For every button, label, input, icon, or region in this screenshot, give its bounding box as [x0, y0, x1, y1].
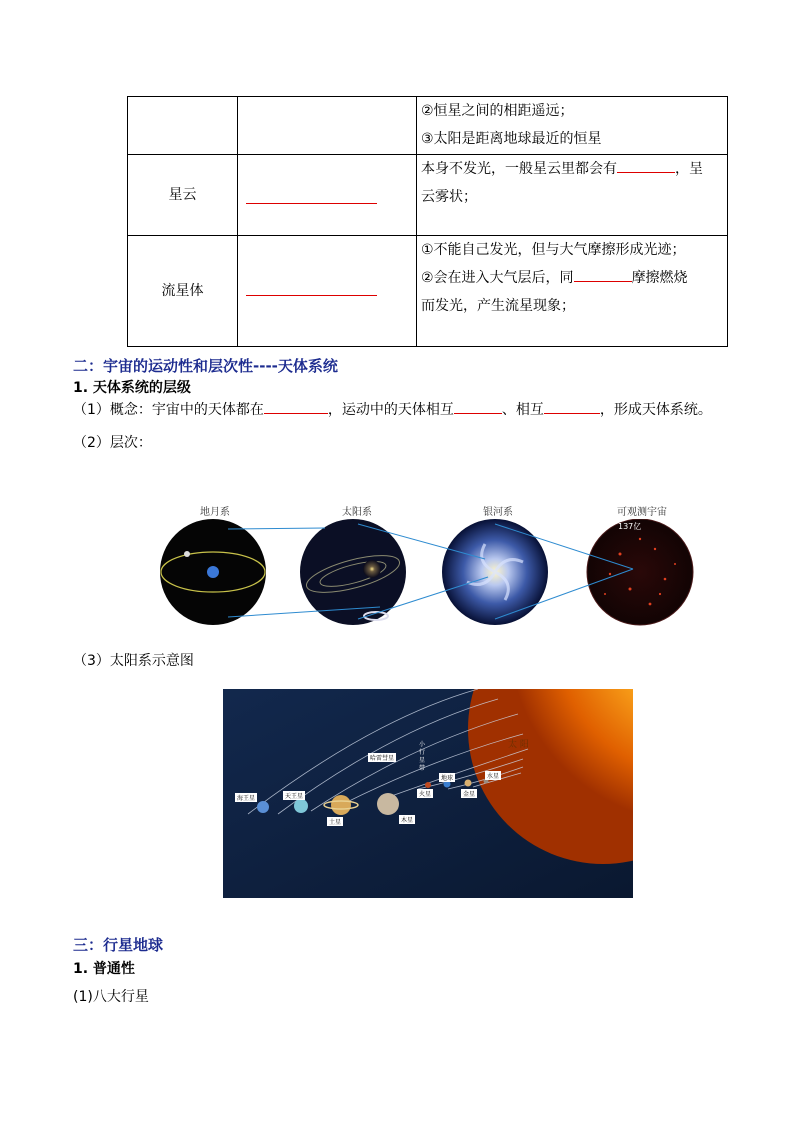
label-sun: 太 阳 [508, 740, 529, 750]
label-jupiter: 木星 [401, 817, 414, 824]
label-venus: 金星 [463, 791, 476, 798]
answer-blank[interactable] [246, 295, 377, 296]
concept-line [73, 397, 712, 419]
concept-text: ，运动中的天体相互 [327, 402, 454, 418]
levels-label: （2）层次： [73, 435, 152, 451]
label-saturn: 土星 [329, 819, 342, 826]
answer-blank[interactable] [246, 203, 377, 204]
table-row [128, 236, 728, 347]
label-uranus: 天王星 [285, 793, 304, 800]
celestial-bodies-table [127, 96, 728, 347]
label-mercury: 水星 [487, 773, 500, 780]
table-row [128, 97, 728, 155]
section3-heading: 三：行星地球 [73, 936, 164, 954]
table-cell [128, 97, 238, 155]
concept-text: （1）概念：宇宙中的天体都在 [73, 402, 264, 418]
label-neptune: 海王星 [237, 795, 256, 802]
label-milky-way: 银河系 [483, 507, 513, 518]
zoom-lines [228, 524, 633, 619]
concept-text: ，形成天体系统。 [599, 402, 712, 418]
table-cell [417, 97, 728, 155]
section3-sub1: 1. 普通性 [73, 961, 135, 977]
table-cell [238, 97, 417, 155]
row3-text-end: 摩擦燃烧 [631, 270, 688, 286]
meteoroid-answer-cell [238, 236, 417, 347]
solar-system-diagram [223, 689, 633, 898]
answer-blank[interactable] [544, 397, 600, 414]
table-cell [417, 155, 728, 236]
answer-blank[interactable] [574, 265, 632, 282]
table-row [128, 155, 728, 236]
section2-heading: 二：宇宙的运动性和层次性----天体系统 [73, 357, 338, 375]
label-observable-universe: 可观测宇宙 [617, 507, 667, 518]
hierarchy-figure [150, 495, 710, 635]
table-cell [417, 236, 728, 347]
observable-universe-circle [587, 519, 693, 625]
row3-line3: 而发光，产生流星现象； [421, 298, 575, 314]
row3-line1: ①不能自己发光，但与大气摩擦形成光迹； [421, 242, 686, 258]
nebula-label: 星云 [128, 155, 238, 236]
label-asteroid-belt: 小行星带 [419, 741, 426, 772]
label-earth: 地球 [441, 775, 454, 782]
meteoroid-label: 流星体 [128, 236, 238, 347]
hierarchy-circles [150, 519, 710, 631]
label-earth-moon: 地月系 [200, 507, 230, 518]
section3-item1: (1)八大行星 [73, 989, 149, 1005]
label-mars: 火星 [419, 791, 432, 798]
row2-text: 本身不发光，一般星云里都会有 [421, 161, 617, 177]
nebula-answer-cell [238, 155, 417, 236]
answer-blank[interactable] [264, 397, 328, 414]
section2-sub1: 1. 天体系统的层级 [73, 380, 191, 396]
row2-text-end: ，呈 [675, 161, 703, 177]
milky-way-circle [442, 519, 548, 625]
solar-diagram-title: （3）太阳系示意图 [73, 653, 194, 669]
row1-line1: ②恒星之间的相距遥远； [421, 103, 574, 119]
label-halley-comet: 哈雷彗星 [370, 755, 395, 762]
answer-blank[interactable] [454, 397, 502, 414]
concept-text: 、相互 [501, 402, 544, 418]
answer-blank[interactable] [617, 156, 675, 173]
earth-moon-circle [160, 519, 266, 625]
row3-text: ②会在进入大气层后，同 [421, 270, 574, 286]
row1-line2: ③太阳是距离地球最近的恒星 [421, 131, 602, 147]
label-solar-system: 太阳系 [342, 507, 372, 518]
row2-line2: 云雾状； [421, 189, 477, 205]
universe-age-badge: 137亿 [618, 522, 642, 531]
